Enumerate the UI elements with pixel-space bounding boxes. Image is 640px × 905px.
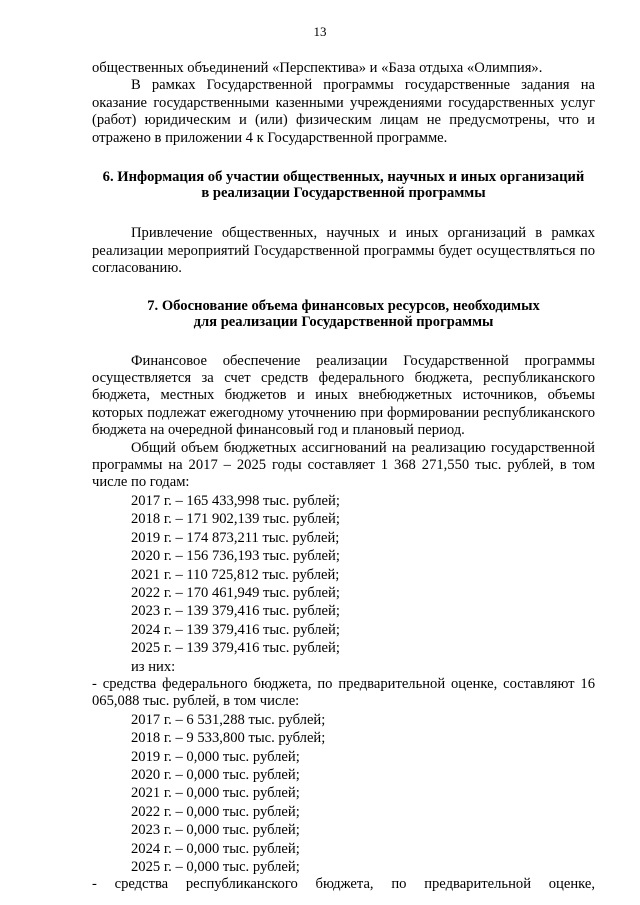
section-6-heading-line2: в реализации Государственной программы [201, 184, 486, 201]
year-line: 2025 г. – 0,000 тыс. рублей; [131, 859, 300, 875]
year-line: 2020 г. – 156 736,193 тыс. рублей; [131, 548, 340, 565]
year-line: 2025 г. – 139 379,416 тыс. рублей; [131, 640, 340, 657]
section-6-heading [92, 170, 595, 201]
year-line: 2017 г. – 165 433,998 тыс. рублей; [131, 492, 340, 509]
section-7-financing-paragraph: Финансовое обеспечение реализации Государственной программы осуществляется за счет средств федерального бюджета, республиканского бюджета, местных бюджетов и иных внебюджетных источников, объемы которых подлежат ежегодному уточнению при формировании республиканского бюджета на очередной финансовый год и плановый период. [92, 352, 595, 439]
federal-budget-paragraph: - средства федерального бюджета, по предварительной оценке, составляют 16 065,088 тыс. рублей, в том числе: [92, 675, 595, 710]
section-7-heading-line2: для реализации Государственной программы [193, 314, 494, 331]
year-line: 2022 г. – 0,000 тыс. рублей; [131, 803, 300, 820]
republican-budget-paragraph: - средства республиканского бюджета, по предварительной оценке, [92, 876, 595, 893]
year-line: 2023 г. – 0,000 тыс. рублей; [131, 822, 300, 839]
page-content [92, 60, 595, 894]
total-by-year-list [92, 492, 595, 658]
year-line: 2019 г. – 174 873,211 тыс. рублей; [131, 529, 340, 546]
year-line: 2021 г. – 0,000 тыс. рублей; [131, 785, 300, 802]
section-7-heading [92, 299, 595, 330]
paragraph-continuation: общественных объединений «Перспектива» и «База отдыха «Олимпия». [92, 60, 543, 76]
year-line: 2023 г. – 139 379,416 тыс. рублей; [131, 603, 340, 620]
year-line: 2024 г. – 139 379,416 тыс. рублей; [131, 621, 340, 638]
section-7-total-paragraph: Общий объем бюджетных ассигнований на реализацию государственной программы на 2017 – 2025 годы составляет 1 368 271,550 тыс. рублей, в том числе по годам: [92, 439, 595, 491]
paragraph-state-tasks: В рамках Государственной программы государственные задания на оказание государственными казенными учреждениями государственных услуг (работ) юридическим и (или) физическим лицам не предусмотрены, что и отражено в приложении 4 к Государственной программе. [92, 77, 595, 146]
section-6-heading-line1: 6. Информация об участии общественных, научных и иных организаций [102, 169, 585, 186]
of-them-label: из них: [131, 658, 176, 675]
year-line: 2022 г. – 170 461,949 тыс. рублей; [131, 584, 340, 601]
section-6-text: Привлечение общественных, научных и иных организаций в рамках реализации мероприятий Государственной программы будет осуществляться по согласованию. [92, 225, 595, 277]
year-line: 2018 г. – 9 533,800 тыс. рублей; [131, 730, 326, 747]
year-line: 2017 г. – 6 531,288 тыс. рублей; [131, 711, 326, 728]
page-number: 13 [313, 24, 327, 39]
year-line: 2021 г. – 110 725,812 тыс. рублей; [131, 566, 340, 583]
year-line: 2024 г. – 0,000 тыс. рублей; [131, 840, 300, 857]
year-line: 2020 г. – 0,000 тыс. рублей; [131, 766, 300, 783]
federal-by-year-list [92, 711, 595, 877]
year-line: 2018 г. – 171 902,139 тыс. рублей; [131, 511, 340, 528]
section-7-heading-line1: 7. Обоснование объема финансовых ресурсов, необходимых [147, 298, 540, 315]
year-line: 2019 г. – 0,000 тыс. рублей; [131, 748, 300, 765]
